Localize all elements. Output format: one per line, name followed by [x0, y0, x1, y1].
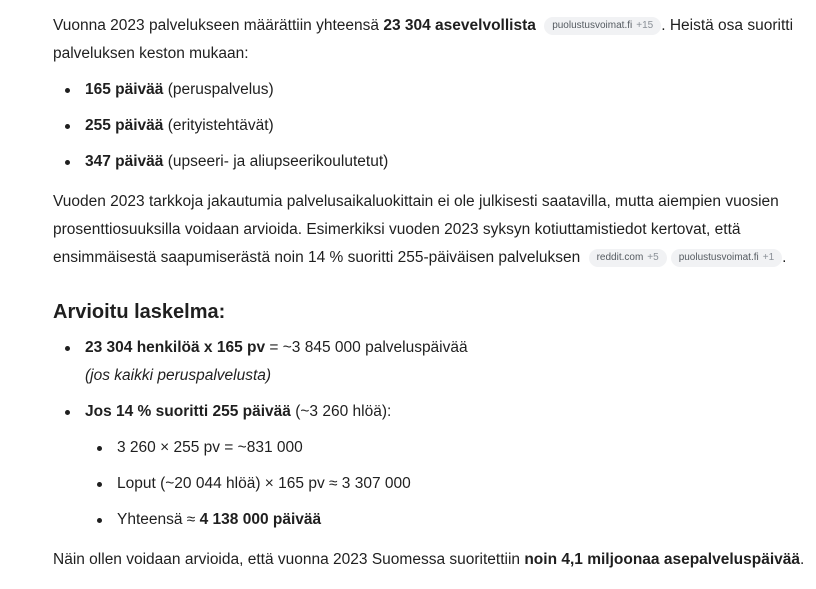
- duration-days: 165 päivää: [85, 81, 164, 98]
- calc-sublist: [85, 434, 811, 534]
- list-item: [53, 112, 811, 140]
- source-chip-count: +1: [762, 252, 775, 263]
- calculation-heading: Arvioitu laskelma:: [53, 301, 226, 323]
- intro-text-end: . Heistä osa suoritti palveluksen keston mukaan:: [53, 17, 794, 62]
- list-item: [85, 434, 811, 462]
- calc-note: (jos kaikki peruspalvelusta): [85, 367, 272, 384]
- conclusion-bold: noin 4,1 miljoonaa asepalveluspäivää: [524, 551, 800, 568]
- source-chip-label: reddit.com: [596, 252, 644, 263]
- estimate-text: Vuoden 2023 tarkkoja jakautumia palvelusaikaluokittain ei ole julkisesti saatavilla, mutta aiempien vuosien prosenttiosuuksilla voidaan arvioida. Esimerkiksi vuoden 2023 syksyn kotiuttamistiedot kertovat, että ensimmäisestä saapumiserästä noin 14 % suoritti 255-päiväisen palveluksen: [53, 193, 779, 266]
- source-chip-label: puolustusvoimat.fi: [678, 252, 759, 263]
- intro-text: Vuonna 2023 palvelukseen määrättiin yhteensä: [53, 17, 384, 34]
- chat-answer: [53, 12, 811, 574]
- sub-text: 3 260 × 255 pv = ~831 000: [117, 439, 303, 456]
- conscript-count: 23 304 asevelvollista: [383, 17, 536, 34]
- source-chip-reddit[interactable]: [589, 249, 667, 267]
- source-chip-label: puolustusvoimat.fi: [552, 20, 633, 31]
- list-item: [85, 470, 811, 498]
- estimate-paragraph: [53, 188, 811, 272]
- duration-days: 347 päivää: [85, 153, 164, 170]
- duration-list: [53, 76, 811, 176]
- duration-type: (erityistehtävät): [163, 117, 274, 134]
- intro-paragraph: [53, 12, 811, 68]
- source-chip-puolustusvoimat[interactable]: [671, 249, 782, 267]
- list-item: [53, 76, 811, 104]
- calc-text: (~3 260 hlöä):: [290, 403, 392, 420]
- source-chip-count: +5: [647, 252, 659, 263]
- list-item: [85, 506, 811, 534]
- sub-text: Loput (~20 044 hlöä) × 165 pv ≈ 3 307 000: [117, 475, 411, 492]
- total-days: 4 138 000 päivää: [199, 511, 322, 528]
- duration-days: 255 päivää: [85, 117, 164, 134]
- conclusion-end: .: [800, 551, 805, 568]
- calc-text: = ~3 845 000 palveluspäivää: [265, 339, 468, 356]
- list-item: [53, 148, 811, 176]
- sub-text: Yhteensä ≈: [117, 511, 200, 528]
- source-chip-count: +15: [636, 20, 654, 31]
- conclusion-text: Näin ollen voidaan arvioida, että vuonna 2023 Suomessa suoritettiin: [53, 551, 525, 568]
- list-item: [53, 398, 811, 534]
- duration-type: (upseeri- ja aliupseerikoulutetut): [163, 153, 389, 170]
- duration-type: (peruspalvelus): [163, 81, 274, 98]
- calculation-list: [53, 334, 811, 534]
- calc-bold: 23 304 henkilöä x 165 pv: [85, 339, 266, 356]
- estimate-end: .: [782, 249, 787, 266]
- conclusion-paragraph: [53, 546, 811, 574]
- list-item: [53, 334, 811, 390]
- source-chip-puolustusvoimat[interactable]: [544, 17, 661, 35]
- calc-bold: Jos 14 % suoritti 255 päivää: [85, 403, 291, 420]
